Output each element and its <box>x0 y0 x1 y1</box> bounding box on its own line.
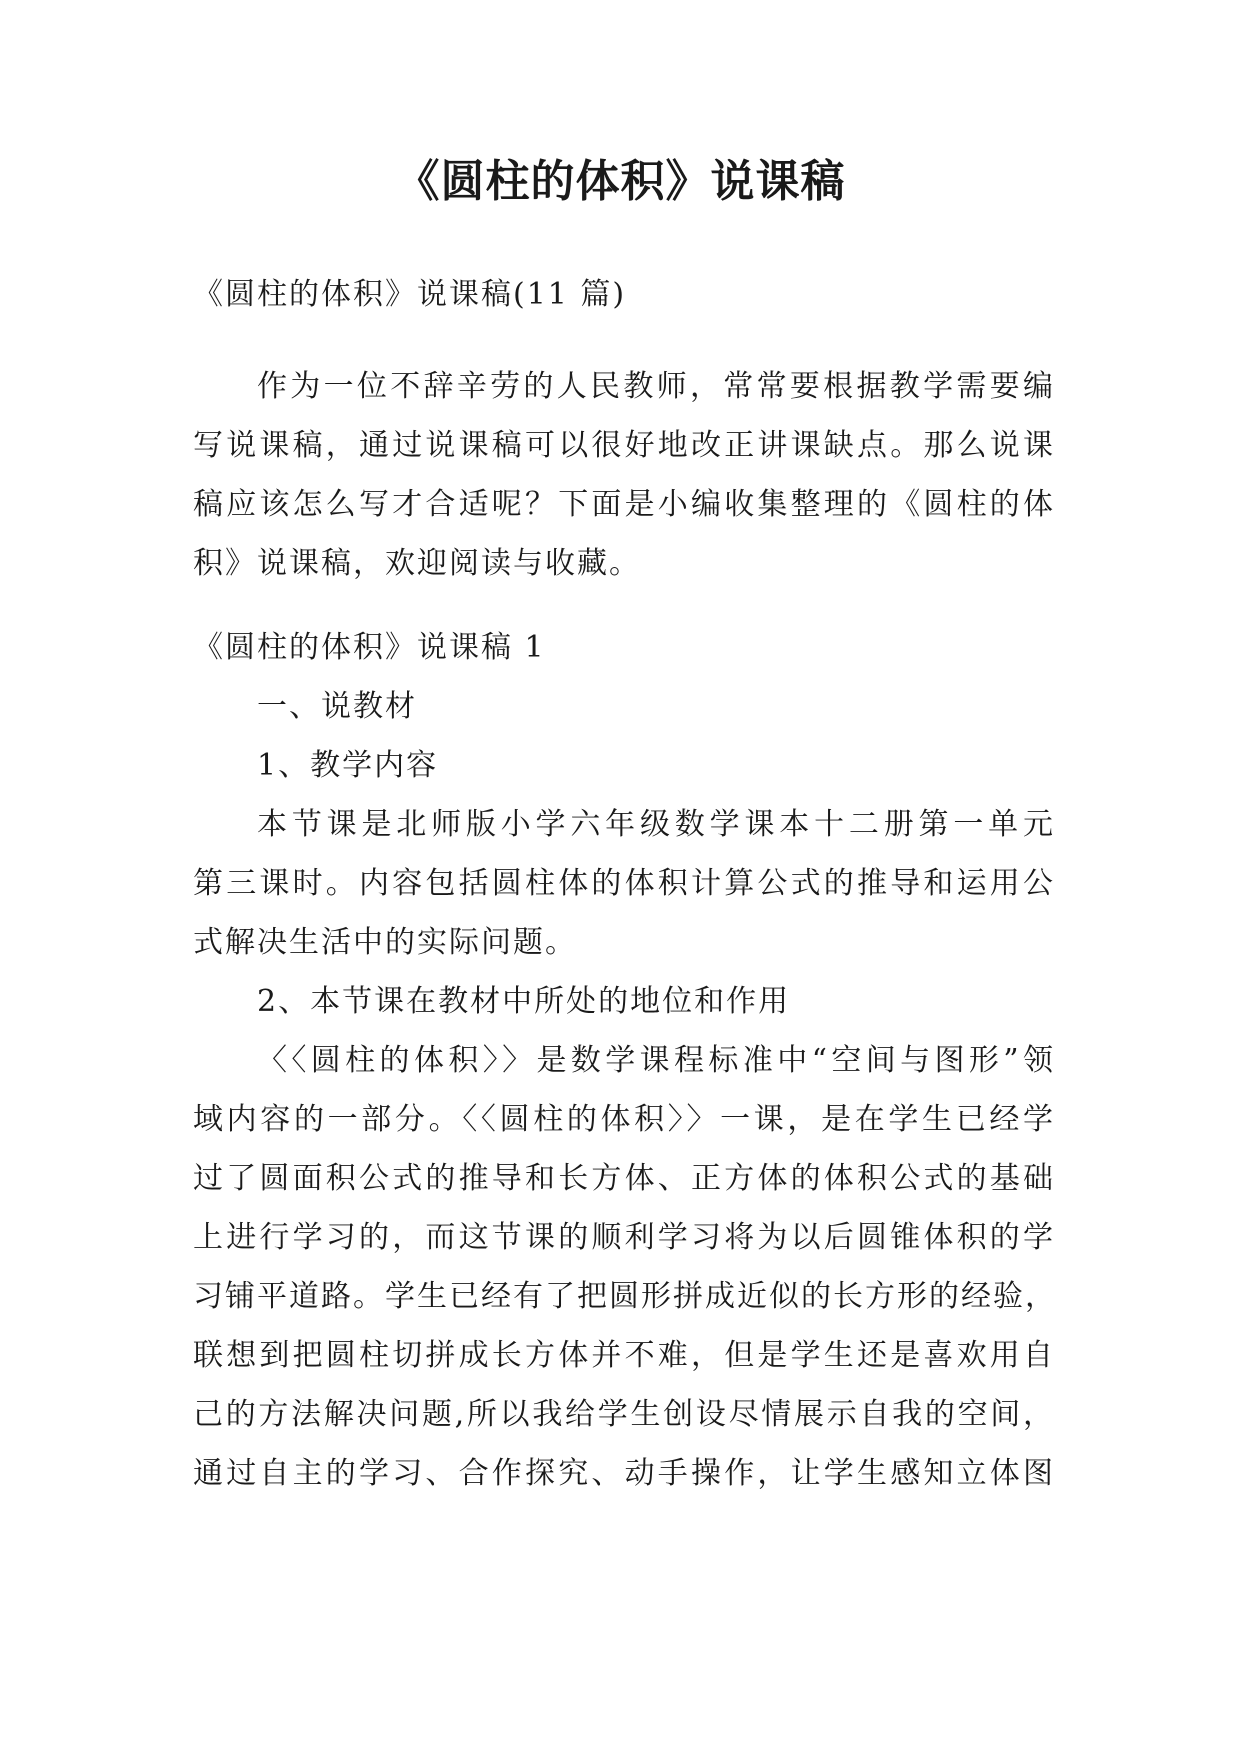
intro-line: 积》说课稿，欢迎阅读与收藏。 <box>193 546 641 581</box>
role-line: 域内容的一部分。〈〈圆柱的体积〉〉一课，是在学生已经学 <box>193 1102 1055 1137</box>
intro-line: 作为一位不辞辛劳的人民教师，常常要根据教学需要编 <box>257 369 1055 404</box>
subtitle-line: 《圆柱的体积》说课稿(11 篇) <box>193 277 627 312</box>
document-title: 《圆柱的体积》说课稿 <box>395 156 846 207</box>
content-line: 第三课时。内容包括圆柱体的体积计算公式的推导和运用公 <box>193 866 1055 901</box>
role-line: 过了圆面积公式的推导和长方体、正方体的体积公式的基础 <box>193 1161 1055 1196</box>
part-heading: 一、说教材 <box>257 689 417 724</box>
role-line: 习铺平道路。学生已经有了把圆形拼成近似的长方形的经验， <box>193 1279 1057 1314</box>
content-line: 式解决生活中的实际问题。 <box>193 925 577 960</box>
intro-paragraph <box>193 357 1055 593</box>
role-line: 上进行学习的，而这节课的顺利学习将为以后圆锥体积的学 <box>193 1220 1055 1255</box>
role-line: 己的方法解决问题,所以我给学生创设尽情展示自我的空间， <box>193 1397 1055 1432</box>
intro-line: 稿应该怎么写才合适呢？下面是小编收集整理的《圆柱的体 <box>193 487 1055 522</box>
role-line: 通过自主的学习、合作探究、动手操作，让学生感知立体图 <box>193 1456 1055 1491</box>
item-heading: 2、本节课在教材中所处的地位和作用 <box>257 984 791 1019</box>
role-line: 〈〈圆柱的体积〉〉是数学课程标准中“空间与图形”领 <box>257 1043 1055 1078</box>
section-heading: 《圆柱的体积》说课稿 1 <box>193 630 546 665</box>
item-heading: 1、教学内容 <box>257 748 439 783</box>
role-line: 联想到把圆柱切拼成长方体并不难，但是学生还是喜欢用自 <box>193 1338 1055 1373</box>
document-subtitle <box>193 265 1055 324</box>
content-line: 本节课是北师版小学六年级数学课本十二册第一单元 <box>257 807 1055 842</box>
intro-line: 写说课稿，通过说课稿可以很好地改正讲课缺点。那么说课 <box>193 428 1055 463</box>
section-block <box>193 618 1055 1503</box>
